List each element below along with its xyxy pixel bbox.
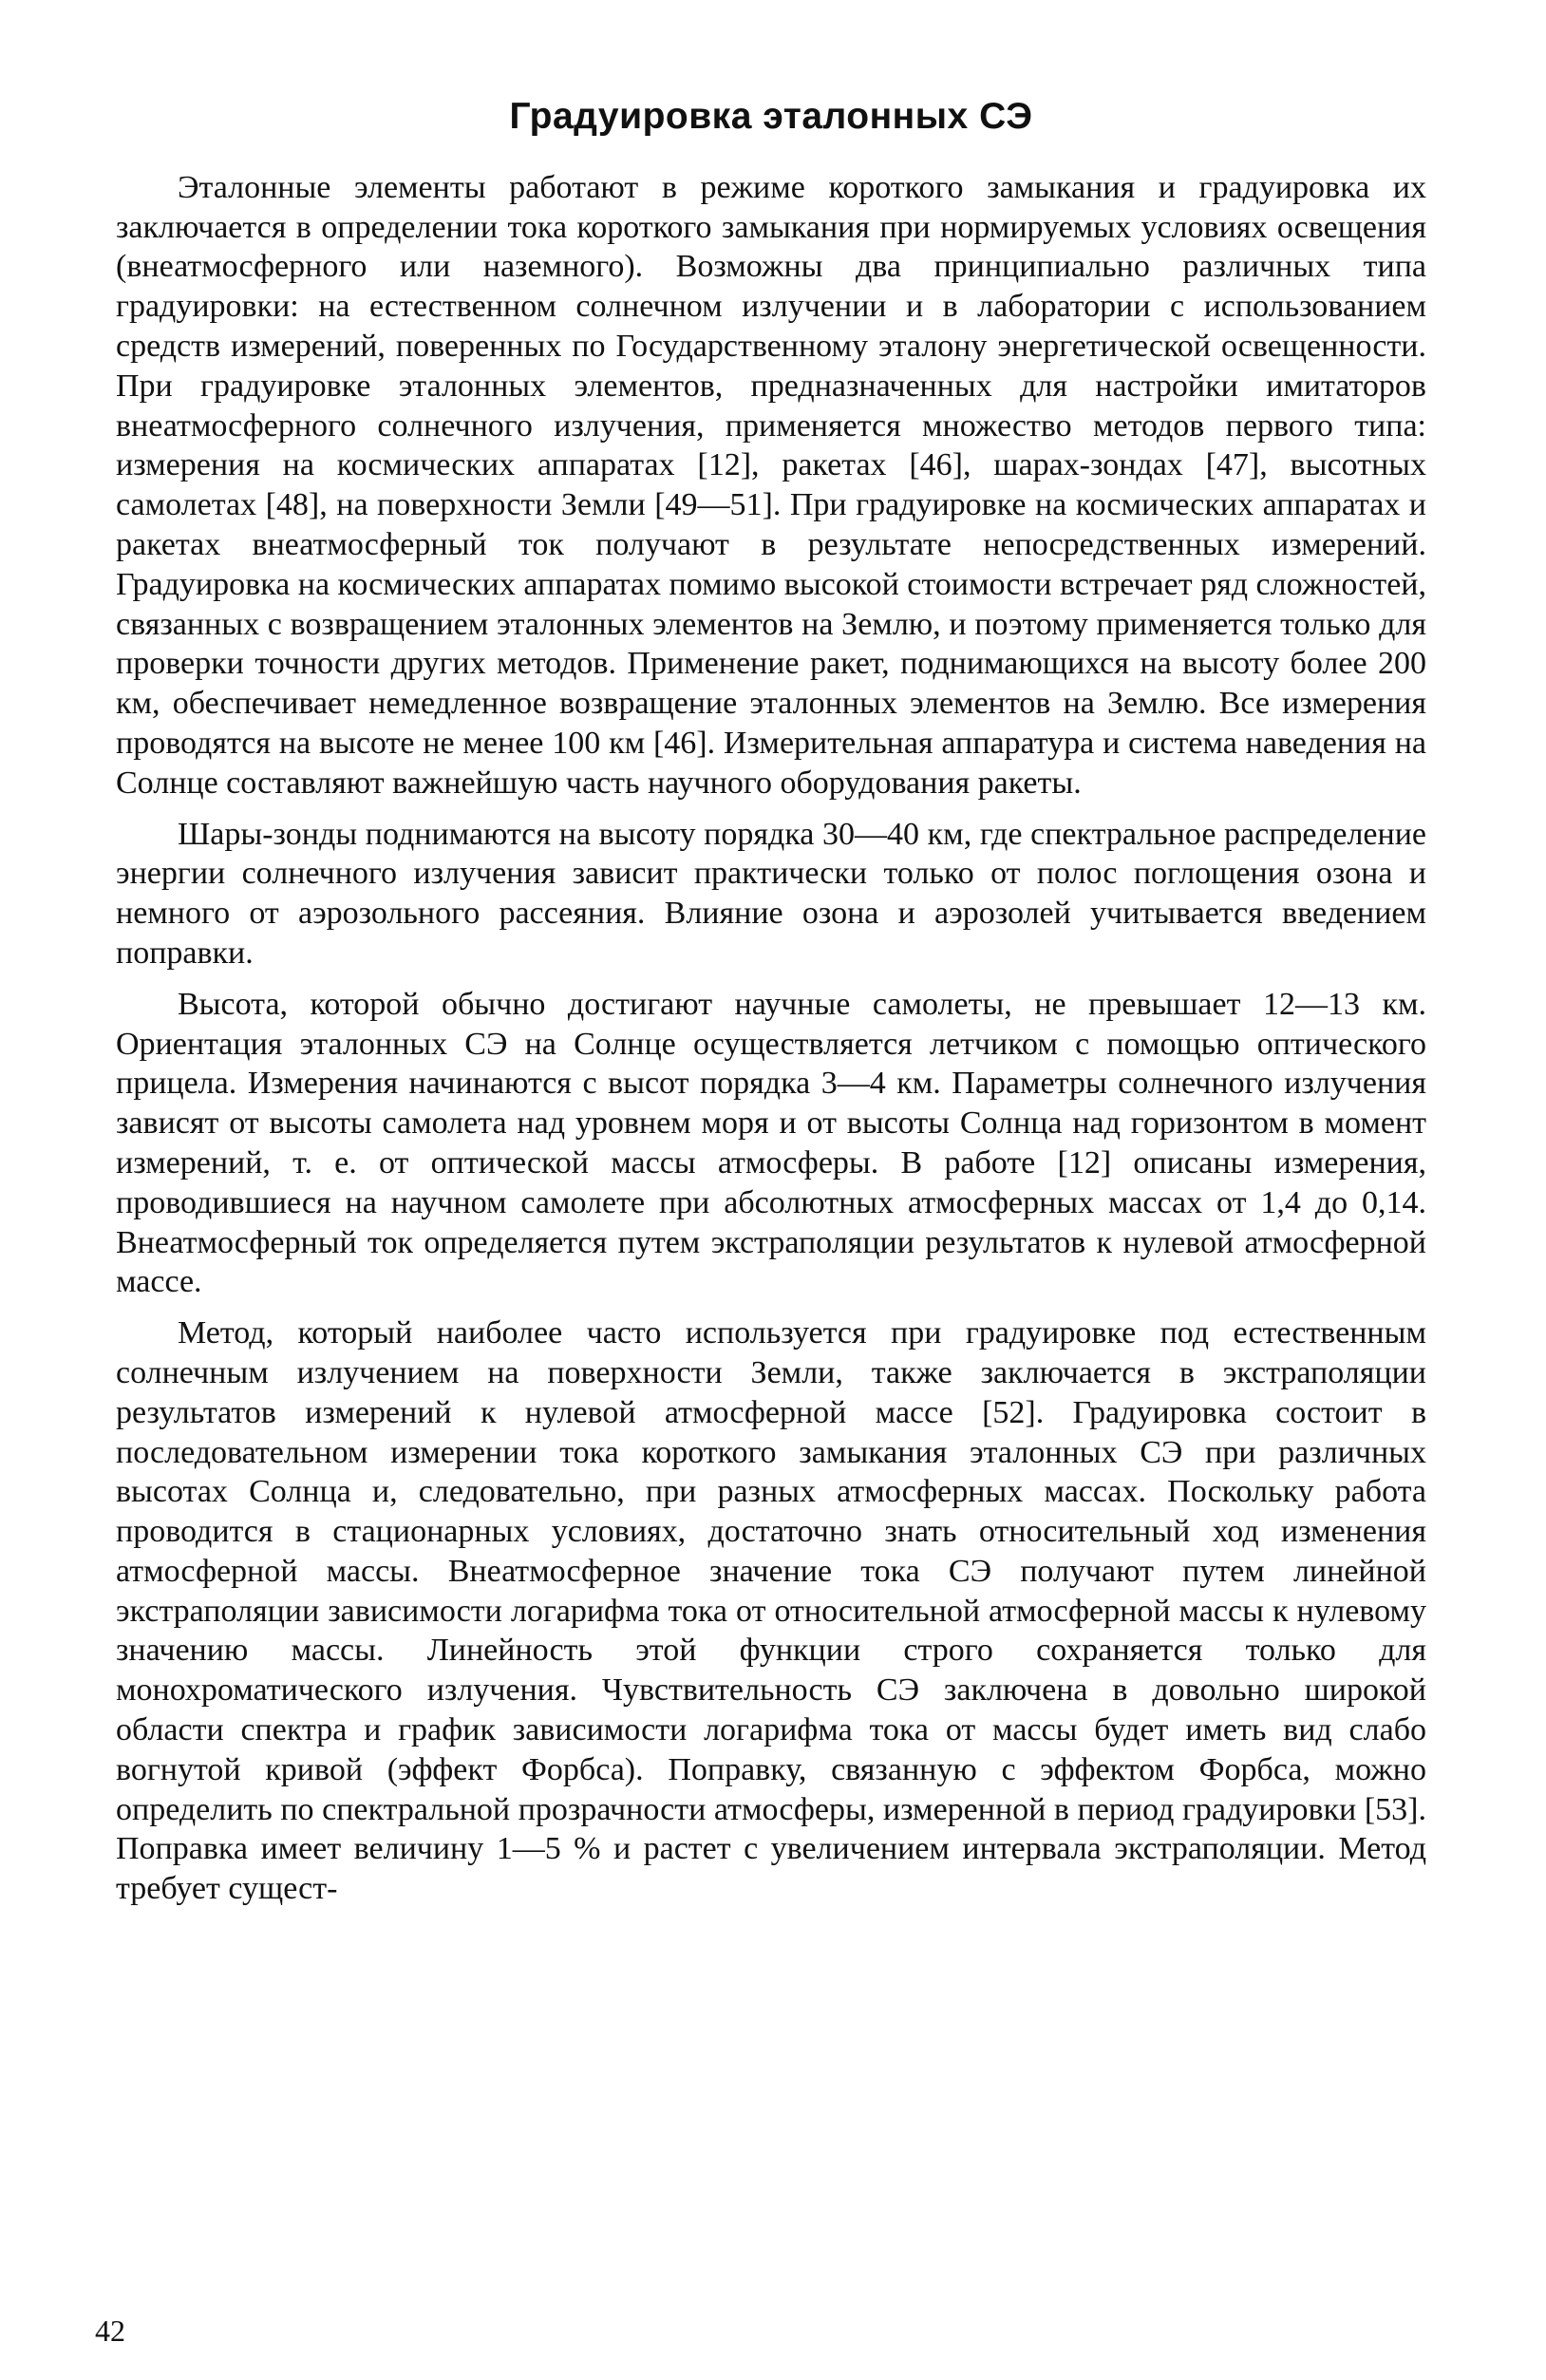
paragraph: Метод, который наиболее часто используется при градуировке под естественным солнечным излучением на поверхности Земли, также заключается в экстраполяции результатов измерений к нулевой атмосферной массе [52]. Градуировка состоит в последовательном измерении тока короткого замыкания эталонных СЭ при различных высотах Солнца и, следовательно, при разных атмосферных массах. Поскольку работа проводится в стационарных условиях, достаточно знать относительный ход изменения атмосферной массы. Внеатмосферное значение тока СЭ получают путем линейной экстраполяции зависимости логарифма тока от относительной атмосферной массы к нулевому значению массы. Линейность этой функции строго сохраняется только для монохроматического излучения. Чувствительность СЭ заключена в довольно широкой области спектра и график зависимости логарифма тока от массы будет иметь вид слабо вогнутой кривой (эффект Форбса). Поправку, связанную с эффектом Форбса, можно определить по спектральной прозрачности атмосферы, измеренной в период градуировки [53]. Поправка имеет величину 1—5 % и растет с увеличением интервала экстраполяции. Метод требует сущест- <box>116 1315 1426 1907</box>
page-number: 42 <box>95 2314 125 2348</box>
paragraph: Эталонные элементы работают в режиме короткого замыкания и градуировка их заключается в определении тока короткого замыкания при нормируемых условиях освещения (внеатмосферного или наземного). Возможны два принципиально различных типа градуировки: на естественном солнечном излучении и в лаборатории с использованием средств измерений, поверенных по Государственному эталону энергетической освещенности. При градуировке эталонных элементов, предназначенных для настройки имитаторов внеатмосферного солнечного излучения, применяется множество методов первого типа: измерения на космических аппаратах [12], ракетах [46], шарах-зондах [47], высотных самолетах [48], на поверхности Земли [49—51]. При градуировке на космических аппаратах и ракетах внеатмосферный ток получают в результате непосредственных измерений. Градуировка на космических аппаратах помимо высокой стоимости встречает ряд сложностей, связанных с возвращением эталонных элементов на Землю, и поэтому применяется только для проверки точности других методов. Применение ракет, поднимающихся на высоту более 200 км, обеспечивает немедленное возвращение эталонных элементов на Землю. Все измерения проводятся на высоте не менее 100 км [46]. Измерительная аппаратура и система наведения на Солнце составляют важнейшую часть научного оборудования ракеты. <box>116 169 1426 801</box>
document-page <box>116 95 1426 1920</box>
paragraph: Высота, которой обычно достигают научные самолеты, не превышает 12—13 км. Ориентация эталонных СЭ на Солнце осуществляется летчиком с помощью оптического прицела. Измерения начинаются с высот порядка 3—4 км. Параметры солнечного излучения зависят от высоты самолета над уровнем моря и от высоты Солнца над горизонтом в момент измерений, т. е. от оптической массы атмосферы. В работе [12] описаны измерения, проводившиеся на научном самолете при абсолютных атмосферных массах от 1,4 до 0,14. Внеатмосферный ток определяется путем экстраполяции результатов к нулевой атмосферной массе. <box>116 986 1426 1300</box>
paragraph: Шары-зонды поднимаются на высоту порядка 30—40 км, где спектральное распределение энергии солнечного излучения зависит практически только от полос поглощения озона и немного от аэрозольного рассеяния. Влияние озона и аэрозолей учитывается введением поправки. <box>116 816 1426 971</box>
section-title: Градуировка эталонных СЭ <box>509 96 1033 137</box>
